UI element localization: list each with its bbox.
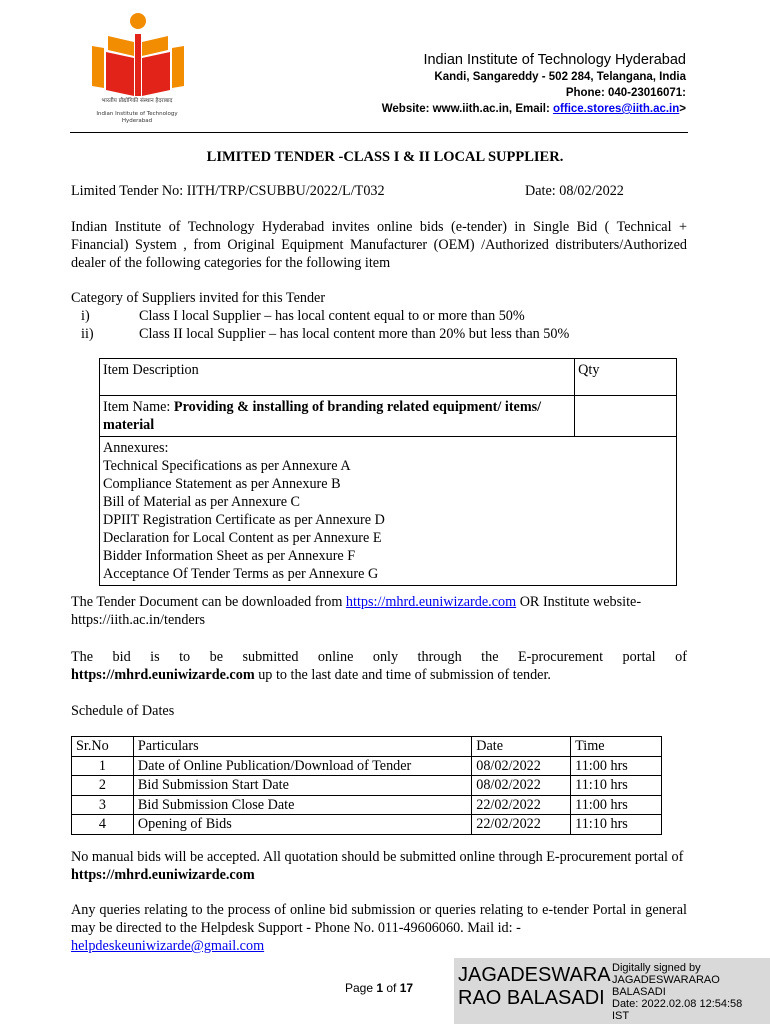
item-table-header-row <box>100 359 677 396</box>
tender-number: Limited Tender No: IITH/TRP/CSUBBU/2022/L/T032 <box>71 183 385 199</box>
time-cell: 11:00 hrs <box>571 795 662 815</box>
signature-details <box>612 962 742 1022</box>
bid-word: bid <box>112 649 131 665</box>
helpdesk-email-link[interactable]: helpdeskeuniwizarde@gmail.com <box>71 938 265 954</box>
queries-paragraph <box>71 901 687 955</box>
bid-word: E-procurement <box>517 649 604 665</box>
page-of: of <box>383 981 400 995</box>
sr-no-cell: 1 <box>72 756 134 776</box>
sr-no-header: Sr.No <box>72 737 134 757</box>
date-header: Date <box>472 737 571 757</box>
annexure-item: Bill of Material as per Annexure C <box>103 494 300 510</box>
bid-word: to <box>179 649 191 665</box>
logo-caption <box>82 98 192 125</box>
download-line <box>71 593 687 611</box>
bid-deadline-text: up to the last date and time of submission of tender. <box>254 667 551 683</box>
item-name: Providing & installing of branding related equipment/ items/ material <box>103 399 542 433</box>
stores-email-link[interactable]: office.stores@iith.ac.in <box>553 103 680 115</box>
supplier-categories <box>71 289 687 343</box>
bid-word: be <box>209 649 223 665</box>
schedule-header-row <box>72 737 662 757</box>
particulars-header: Particulars <box>133 737 471 757</box>
download-prefix: The Tender Document can be downloaded from <box>71 594 346 610</box>
date-cell: 08/02/2022 <box>472 776 571 796</box>
header-divider <box>70 132 688 133</box>
institute-tenders-url: https://iith.ac.in/tenders <box>71 612 205 628</box>
document-title: LIMITED TENDER -CLASS I & II LOCAL SUPPLIER. <box>206 149 564 165</box>
item-name-row <box>100 396 677 437</box>
signature-timezone: IST <box>612 1010 630 1022</box>
signer-name <box>458 964 611 1010</box>
institute-website-line <box>382 101 686 117</box>
download-suffix: OR Institute website- <box>516 594 642 610</box>
bid-word: the <box>481 649 499 665</box>
signer-name-line: RAO BALASADI <box>458 987 605 1009</box>
bid-word: of <box>675 649 687 665</box>
particulars-cell: Opening of Bids <box>133 815 471 835</box>
euniwizarde-link[interactable]: https://mhrd.euniwizarde.com <box>345 594 517 610</box>
institute-contact <box>382 69 686 117</box>
date-cell: 08/02/2022 <box>472 756 571 776</box>
download-paragraph <box>71 593 687 629</box>
signature-date: Date: 2022.02.08 12:54:58 <box>612 998 743 1010</box>
time-cell: 11:10 hrs <box>571 815 662 835</box>
sr-no-cell: 2 <box>72 776 134 796</box>
date-cell: 22/02/2022 <box>472 795 571 815</box>
category-number: i) <box>81 308 90 324</box>
time-cell: 11:10 hrs <box>571 776 662 796</box>
annexure-item: Compliance Statement as per Annexure B <box>103 476 341 492</box>
bid-paragraph <box>71 648 687 684</box>
signer-name-line: JAGADESWARA <box>458 964 611 986</box>
category-number: ii) <box>81 326 94 342</box>
institute-address: Kandi, Sangareddy - 502 284, Telangana, India <box>434 71 686 83</box>
item-name-label: Item Name: <box>103 399 174 415</box>
categories-heading: Category of Suppliers invited for this Tender <box>71 290 326 306</box>
page-current: 1 <box>376 981 384 995</box>
item-name-cell <box>100 396 575 437</box>
bid-word: submitted <box>242 649 299 665</box>
time-cell: 11:00 hrs <box>571 756 662 776</box>
particulars-cell: Bid Submission Close Date <box>133 795 471 815</box>
annexures-row <box>100 437 677 586</box>
tender-date: Date: 08/02/2022 <box>525 183 624 199</box>
qty-header: Qty <box>575 359 677 396</box>
logo-caption-hindi: भारतीय प्रौद्योगिकी संस्थान हैदराबाद <box>101 98 173 104</box>
institute-phone: Phone: 040-23016071: <box>565 87 686 99</box>
queries-text: Any queries relating to the process of online bid submission or queries relating to e-tender Portal in general may be directed to the Helpdesk Support - Phone No. 011-49606060. Mail id: - <box>71 902 687 936</box>
bid-word: through <box>417 649 462 665</box>
bid-line-2 <box>71 666 687 684</box>
item-description-header: Item Description <box>100 359 575 396</box>
annexure-item: Bidder Information Sheet as per Annexure F <box>103 548 356 564</box>
page-total: 17 <box>399 981 414 995</box>
schedule-row <box>72 756 662 776</box>
bid-word: is <box>150 649 160 665</box>
schedule-table <box>71 736 662 835</box>
schedule-heading: Schedule of Dates <box>71 703 175 719</box>
category-item <box>71 325 687 343</box>
digital-signature-box[interactable] <box>454 958 770 1024</box>
logo-caption-english: Indian Institute of Technology Hyderabad <box>96 111 178 124</box>
signature-detail-line: JAGADESWARARAO <box>612 974 720 986</box>
category-item <box>71 307 687 325</box>
page-label: Page <box>345 981 377 995</box>
bid-word: The <box>71 649 94 665</box>
item-table <box>99 358 677 586</box>
bid-line-1 <box>71 648 687 666</box>
website-label: Website: www.iith.ac.in, Email: <box>381 103 554 115</box>
signature-detail-line: Digitally signed by <box>612 962 701 974</box>
signature-detail-line: BALASADI <box>612 986 666 998</box>
sr-no-cell: 3 <box>72 795 134 815</box>
website-suffix: > <box>679 103 686 115</box>
annexure-item: Declaration for Local Content as per Annexure E <box>103 530 382 546</box>
manual-bids-paragraph <box>71 848 687 884</box>
iith-logo-icon <box>88 12 188 102</box>
annexure-item: Technical Specifications as per Annexure A <box>103 458 351 474</box>
bid-portal-url: https://mhrd.euniwizarde.com <box>71 667 255 683</box>
particulars-cell: Bid Submission Start Date <box>133 776 471 796</box>
sr-no-cell: 4 <box>72 815 134 835</box>
annexures-heading: Annexures: <box>103 440 169 456</box>
item-qty-cell <box>575 396 677 437</box>
bid-word: portal <box>622 649 656 665</box>
bid-word: only <box>372 649 399 665</box>
page-number <box>345 979 413 997</box>
particulars-cell: Date of Online Publication/Download of Tender <box>133 756 471 776</box>
institute-name: Indian Institute of Technology Hyderabad <box>423 52 686 68</box>
category-text: Class I local Supplier – has local content equal to or more than 50% <box>139 308 525 324</box>
schedule-row <box>72 795 662 815</box>
annexure-item: DPIIT Registration Certificate as per Annexure D <box>103 512 385 528</box>
manual-portal-url: https://mhrd.euniwizarde.com <box>71 867 255 883</box>
manual-bids-text: No manual bids will be accepted. All quotation should be submitted online through E-procurement portal of <box>71 849 684 865</box>
bid-word: online <box>317 649 354 665</box>
invite-paragraph: Indian Institute of Technology Hyderabad invites online bids (e-tender) in Single Bid ( Technical + Financial) System , from Original Equipment Manufacturer (OEM) /Authorized distributers/Authorized dealer of the following categories for the following item <box>71 219 687 271</box>
schedule-row <box>72 776 662 796</box>
date-cell: 22/02/2022 <box>472 815 571 835</box>
annexure-item: Acceptance Of Tender Terms as per Annexure G <box>103 566 379 582</box>
time-header: Time <box>571 737 662 757</box>
schedule-row <box>72 815 662 835</box>
annexures-cell <box>100 437 677 586</box>
category-text: Class II local Supplier – has local content more than 20% but less than 50% <box>139 326 570 342</box>
